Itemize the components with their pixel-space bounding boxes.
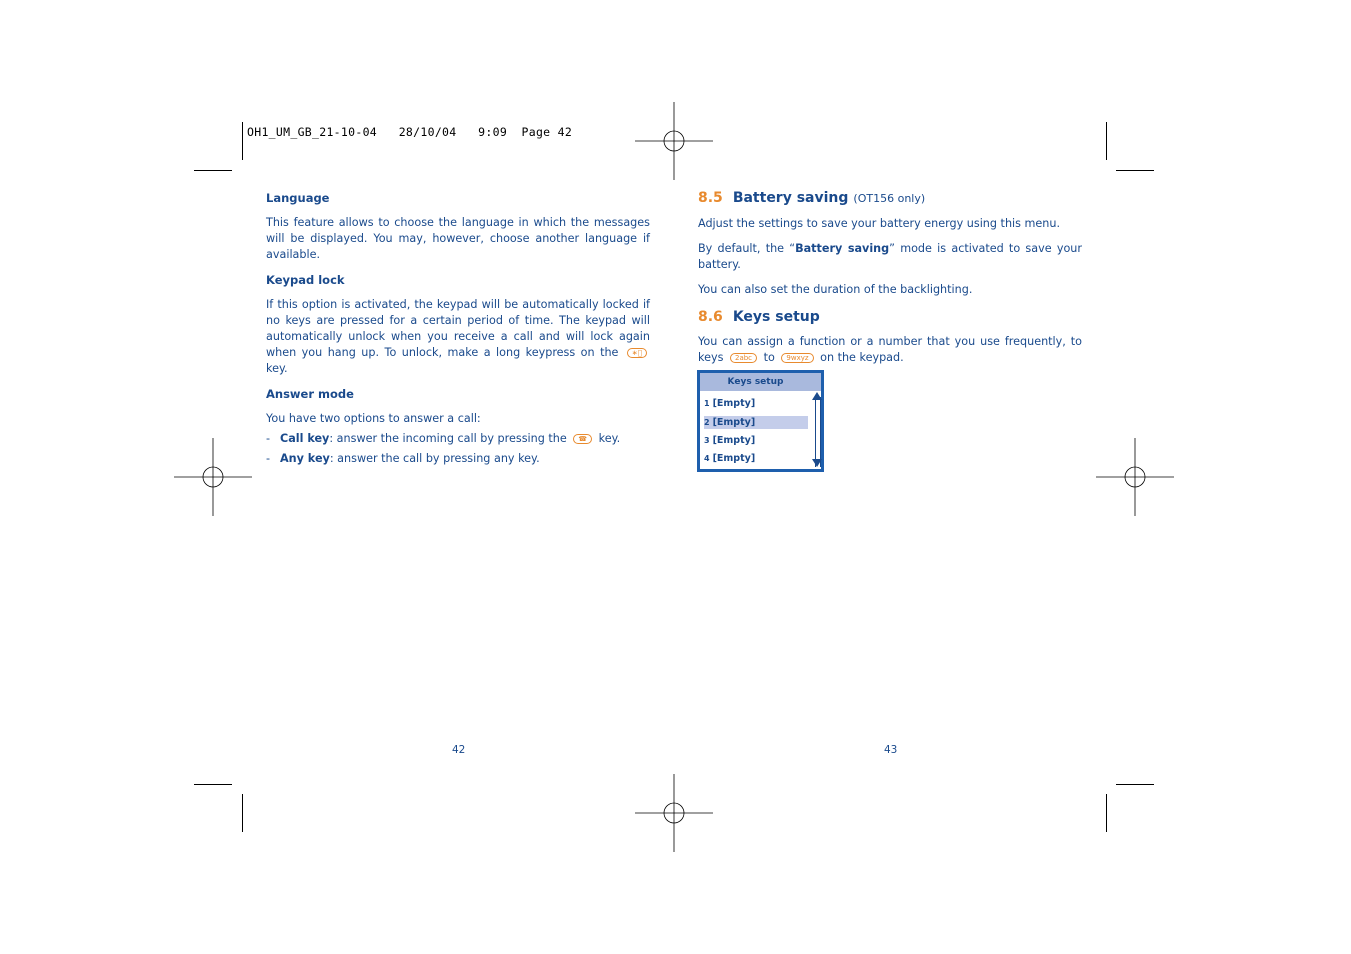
star-key-icon: ∗⃝ [627,348,647,358]
phone-screen-keys-setup [697,370,824,472]
key-9-icon: 9wxyz [781,353,813,363]
answer-mode-heading: Answer mode [266,387,354,401]
crop-mark [194,784,232,785]
scrollbar [815,397,821,467]
battery-saving-text-1: Adjust the settings to save your battery energy using this menu. [698,217,1061,230]
list-item-selected: 2 [Empty] [704,416,808,429]
section-8-6-title: 8.6 Keys setup [698,309,820,325]
crop-mark [194,170,232,171]
page-number-right: 43 [884,744,898,756]
language-heading: Language [266,191,330,205]
registration-mark-icon [635,102,713,180]
left-page-content [266,190,650,467]
keypad-lock-text: If this option is activated, the keypad will be automatically locked if no keys are pressed for a certain period of time. The keypad will automatically unlock when you receive a call and will lock again when you hang up. To unlock, make a long keypress on the ∗⃝ key. [266,298,650,375]
registration-mark-icon [1096,438,1174,516]
right-page-content [698,190,1082,366]
battery-saving-text-2: By default, the “Battery saving” mode is activated to save your battery. [698,242,1082,271]
section-8-5-title: 8.5 Battery saving (OT156 only) [698,190,926,206]
print-slug: OH1_UM_GB_21-10-04 28/10/04 9:09 Page 42 [247,125,573,139]
list-item: 3 [Empty] [704,435,756,446]
language-text: This feature allows to choose the language in which the messages will be displayed. You may, however, choose another language if available. [266,216,650,261]
crop-mark [242,794,243,832]
call-key-icon: ☎ [573,434,592,444]
keypad-lock-heading: Keypad lock [266,273,345,287]
scroll-down-icon [812,459,822,467]
registration-mark-icon [635,774,713,852]
list-item: - Any key: answer the call by pressing any key. [266,452,540,465]
crop-mark [242,122,243,160]
list-item: 1 [Empty] [704,398,756,409]
crop-mark [1116,784,1154,785]
crop-mark [1116,170,1154,171]
crop-mark [1106,122,1107,160]
scroll-up-icon [812,392,822,400]
page-number-left: 42 [452,744,466,756]
battery-saving-text-3: You can also set the duration of the backlighting. [698,283,973,296]
crop-mark [1106,794,1107,832]
keys-setup-text: You can assign a function or a number that you use frequently, to keys 2abc to 9wxyz on the keypad. [698,335,1082,364]
registration-mark-icon [174,438,252,516]
key-2-icon: 2abc [730,353,757,363]
list-item: 4 [Empty] [704,453,756,464]
answer-mode-intro: You have two options to answer a call: [266,412,481,425]
list-item: - Call key: answer the incoming call by pressing the ☎ key. [266,432,621,445]
screen-title: Keys setup [700,373,821,391]
